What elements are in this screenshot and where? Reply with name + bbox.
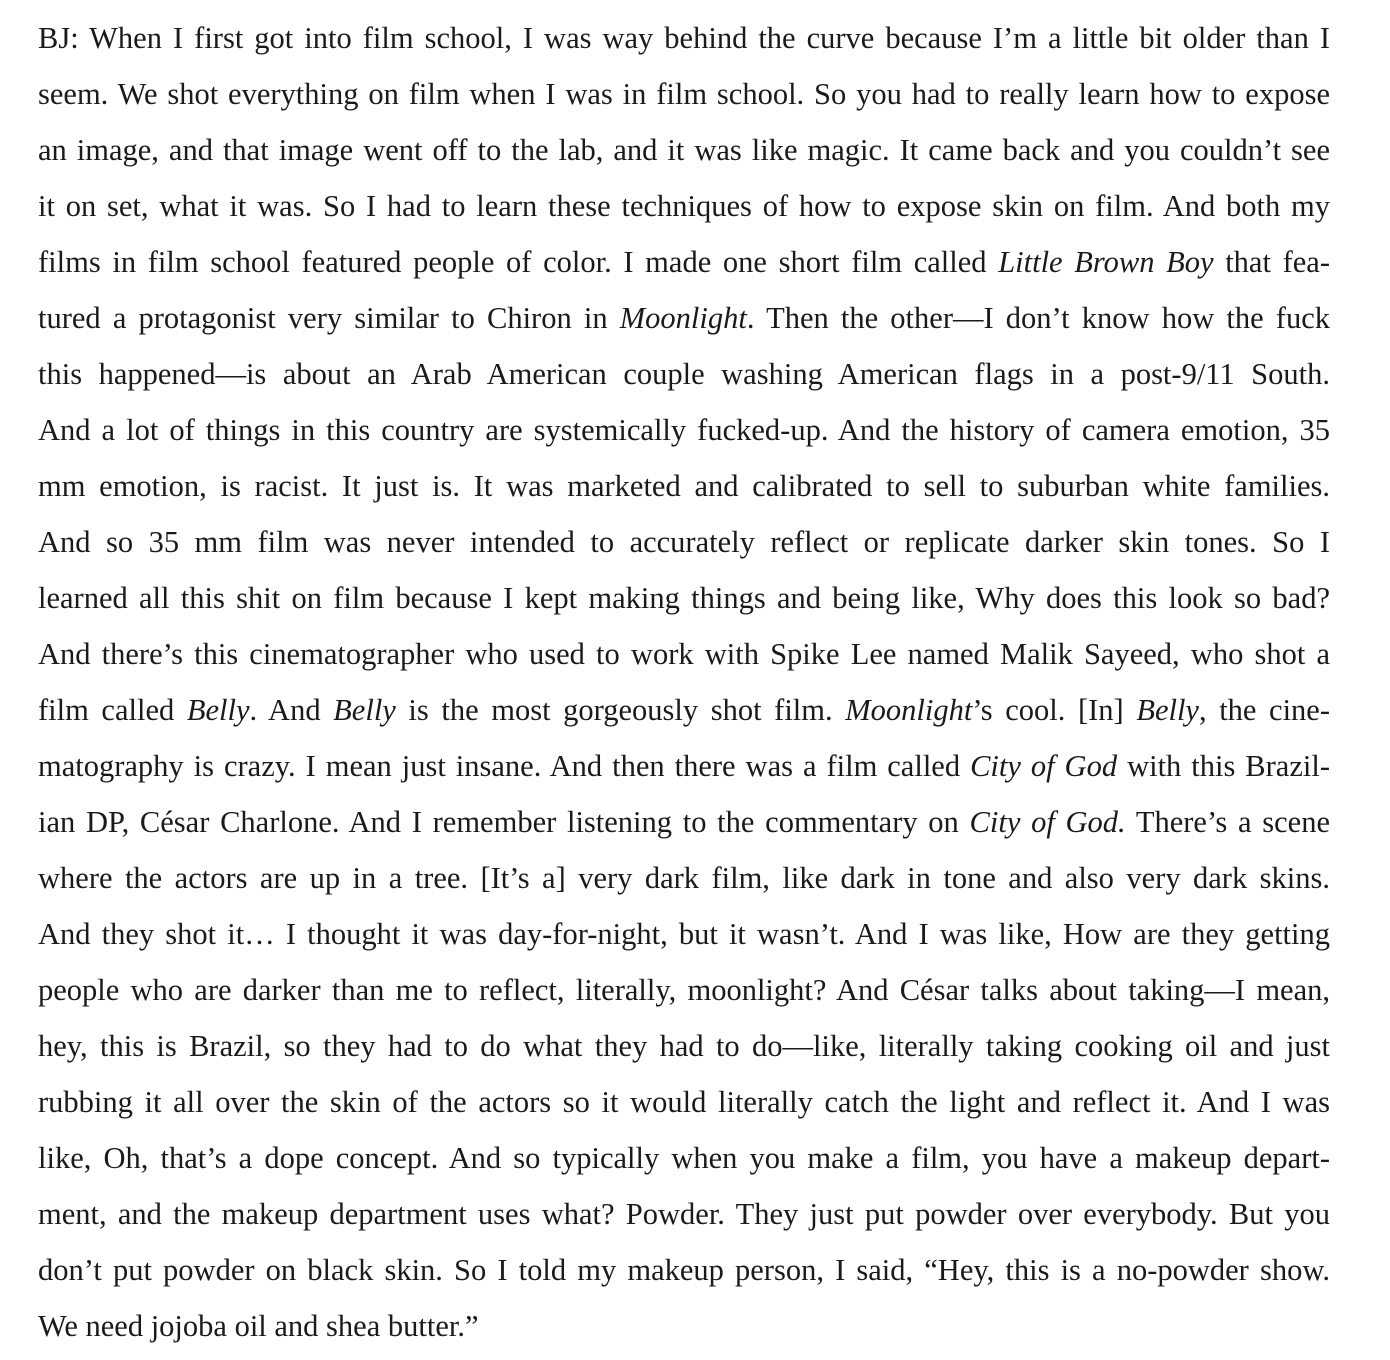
italic-title: Little Brown Boy bbox=[998, 245, 1214, 279]
text-line bbox=[38, 1186, 1330, 1242]
text-line bbox=[38, 570, 1330, 626]
text-line bbox=[38, 1242, 1330, 1298]
text-line bbox=[38, 66, 1330, 122]
text-run: ian DP, César Charlone. And I remember listening to the commentary on bbox=[38, 805, 970, 839]
text-run: BJ: When I first got into film school, I was way behind the curve because I’m a little bit older than I bbox=[38, 21, 1330, 55]
text-run: don’t put powder on black skin. So I told my makeup person, I said, “Hey, this is a no-powder show. bbox=[38, 1253, 1330, 1287]
text-run: that fea- bbox=[1213, 245, 1330, 279]
text-line bbox=[38, 738, 1330, 794]
text-line bbox=[38, 402, 1330, 458]
text-line bbox=[38, 1018, 1330, 1074]
text-line bbox=[38, 906, 1330, 962]
text-run: it on set, what it was. So I had to learn these techniques of how to expose skin on film. And both my bbox=[38, 189, 1330, 223]
text-run: matography is crazy. I mean just insane. And then there was a film called bbox=[38, 749, 971, 783]
text-run: ’s cool. [In] bbox=[972, 693, 1137, 727]
text-run: people who are darker than me to reflect, literally, moonlight? And César talks about taking—I mean, bbox=[38, 973, 1330, 1007]
text-line bbox=[38, 1298, 1330, 1354]
text-run: And they shot it… I thought it was day-for-night, but it wasn’t. And I was like, How are they getting bbox=[38, 917, 1330, 951]
interview-text bbox=[38, 10, 1330, 1354]
text-run: ment, and the makeup department uses what? Powder. They just put powder over everybody. But you bbox=[38, 1197, 1330, 1231]
text-line bbox=[38, 962, 1330, 1018]
text-run: films in film school featured people of color. I made one short film called bbox=[38, 245, 999, 279]
text-run: There’s a scene bbox=[1125, 805, 1330, 839]
text-run: is the most gorgeously shot film. bbox=[395, 693, 846, 727]
text-line bbox=[38, 794, 1330, 850]
text-run: hey, this is Brazil, so they had to do what they had to do—like, literally taking cooking oil and just bbox=[38, 1029, 1330, 1063]
text-run: like, Oh, that’s a dope concept. And so typically when you make a film, you have a makeup depart- bbox=[38, 1141, 1330, 1175]
text-line bbox=[38, 346, 1330, 402]
text-run: And so 35 mm film was never intended to accurately reflect or replicate darker skin tones. So I bbox=[38, 525, 1330, 559]
text-run: where the actors are up in a tree. [It’s a] very dark film, like dark in tone and also very dark skins. bbox=[38, 861, 1330, 895]
text-run: . And bbox=[249, 693, 334, 727]
text-run: . Then the other—I don’t know how the fuck bbox=[746, 301, 1330, 335]
text-line bbox=[38, 234, 1330, 290]
text-run: tured a protagonist very similar to Chiron in bbox=[38, 301, 620, 335]
italic-title: Moonlight bbox=[619, 301, 747, 335]
italic-title: Moonlight bbox=[845, 693, 973, 727]
text-run: film called bbox=[38, 693, 187, 727]
text-line bbox=[38, 178, 1330, 234]
text-run: seem. We shot everything on film when I was in film school. So you had to really learn how to expose bbox=[38, 77, 1330, 111]
italic-title: City of God. bbox=[969, 805, 1126, 839]
text-line bbox=[38, 682, 1330, 738]
text-run: an image, and that image went off to the lab, and it was like magic. It came back and you couldn’t see bbox=[38, 133, 1330, 167]
text-run: And there’s this cinematographer who used to work with Spike Lee named Malik Sayeed, who shot a bbox=[38, 637, 1330, 671]
text-run: learned all this shit on film because I kept making things and being like, Why does this look so bad? bbox=[38, 581, 1330, 615]
text-run: with this Brazil- bbox=[1117, 749, 1330, 783]
text-line bbox=[38, 458, 1330, 514]
text-run: this happened—is about an Arab American couple washing American flags in a post-9/11 South. bbox=[38, 357, 1330, 391]
text-line bbox=[38, 626, 1330, 682]
italic-title: Belly bbox=[186, 693, 250, 727]
text-line bbox=[38, 1130, 1330, 1186]
text-run: mm emotion, is racist. It just is. It was marketed and calibrated to sell to suburban white families. bbox=[38, 469, 1330, 503]
text-run: And a lot of things in this country are systemically fucked-up. And the history of camera emotion, 35 bbox=[38, 413, 1330, 447]
italic-title: Belly bbox=[333, 693, 396, 727]
text-run: We need jojoba oil and shea butter.” bbox=[38, 1309, 479, 1343]
italic-title: Belly bbox=[1136, 693, 1199, 727]
italic-title: City of God bbox=[970, 749, 1118, 783]
text-line bbox=[38, 850, 1330, 906]
text-line bbox=[38, 514, 1330, 570]
text-line bbox=[38, 122, 1330, 178]
text-run: rubbing it all over the skin of the actors so it would literally catch the light and reflect it. And I was bbox=[38, 1085, 1330, 1119]
text-line bbox=[38, 1074, 1330, 1130]
text-line bbox=[38, 290, 1330, 346]
text-run: , the cine- bbox=[1198, 693, 1330, 727]
text-line bbox=[38, 10, 1330, 66]
